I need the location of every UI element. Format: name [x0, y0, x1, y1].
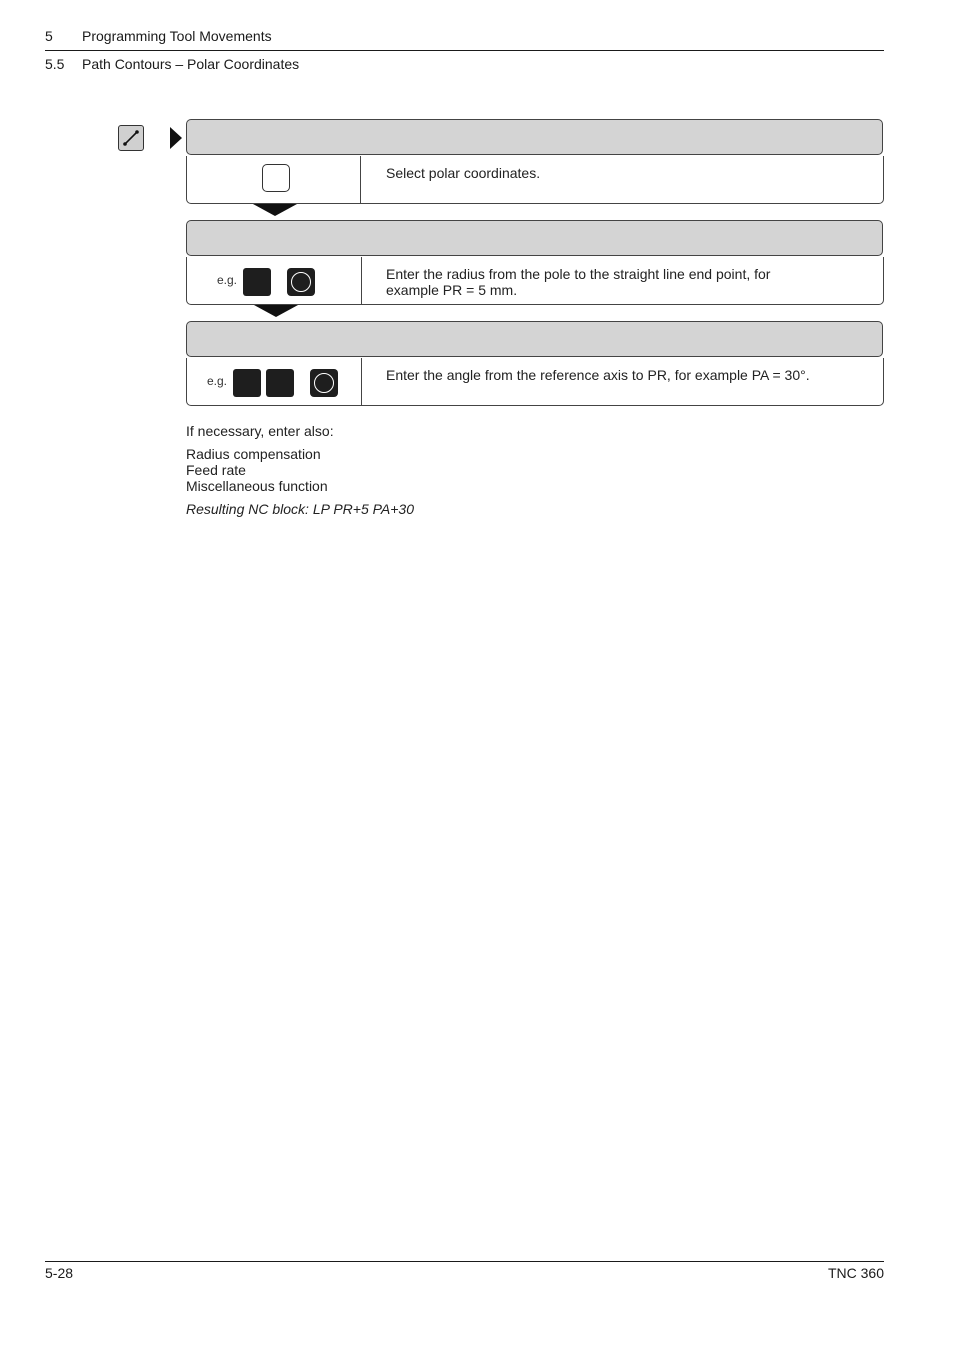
digit-key-0[interactable] — [266, 369, 294, 397]
polar-coordinates-key[interactable] — [262, 164, 290, 192]
note-item: Feed rate — [186, 462, 246, 478]
step-2-header — [186, 220, 883, 256]
step-2-eg-label: e.g. — [217, 273, 238, 287]
step-3-description: Enter the angle from the reference axis to PR, for example PA = 30°. — [386, 367, 810, 383]
digit-key[interactable] — [243, 268, 271, 296]
flow-arrow-icon — [254, 305, 298, 317]
header-rule — [45, 50, 884, 51]
flow-arrow-icon — [253, 204, 297, 216]
note-item: Miscellaneous function — [186, 478, 328, 494]
step-3-header — [186, 321, 883, 357]
resulting-nc-block: Resulting NC block: LP PR+5 PA+30 — [186, 501, 415, 517]
play-arrow-icon — [170, 127, 182, 149]
step-1-header — [186, 119, 883, 155]
page-number: 5-28 — [45, 1265, 74, 1281]
step-1-body — [186, 156, 884, 204]
step-3-eg-label: e.g. — [207, 374, 228, 388]
enter-key[interactable] — [287, 268, 315, 296]
line-tool-icon[interactable] — [118, 125, 144, 151]
step-3-body — [186, 358, 884, 406]
step-2-description-line1: Enter the radius from the pole to the straight line end point, for — [386, 266, 771, 282]
note-item: Radius compensation — [186, 446, 321, 462]
section-number: 5.5 — [45, 56, 65, 72]
digit-key-3[interactable] — [233, 369, 261, 397]
section-title: Path Contours – Polar Coordinates — [82, 56, 300, 72]
product-name: TNC 360 — [827, 1265, 884, 1281]
footer-rule — [45, 1261, 884, 1262]
chapter-title: Programming Tool Movements — [82, 28, 272, 44]
step-2-description-line2: example PR = 5 mm. — [386, 282, 518, 298]
notes-intro: If necessary, enter also: — [186, 423, 334, 439]
step-1-description: Select polar coordinates. — [386, 165, 541, 181]
enter-key[interactable] — [310, 369, 338, 397]
chapter-number: 5 — [45, 28, 53, 44]
step-2-body — [186, 257, 884, 305]
